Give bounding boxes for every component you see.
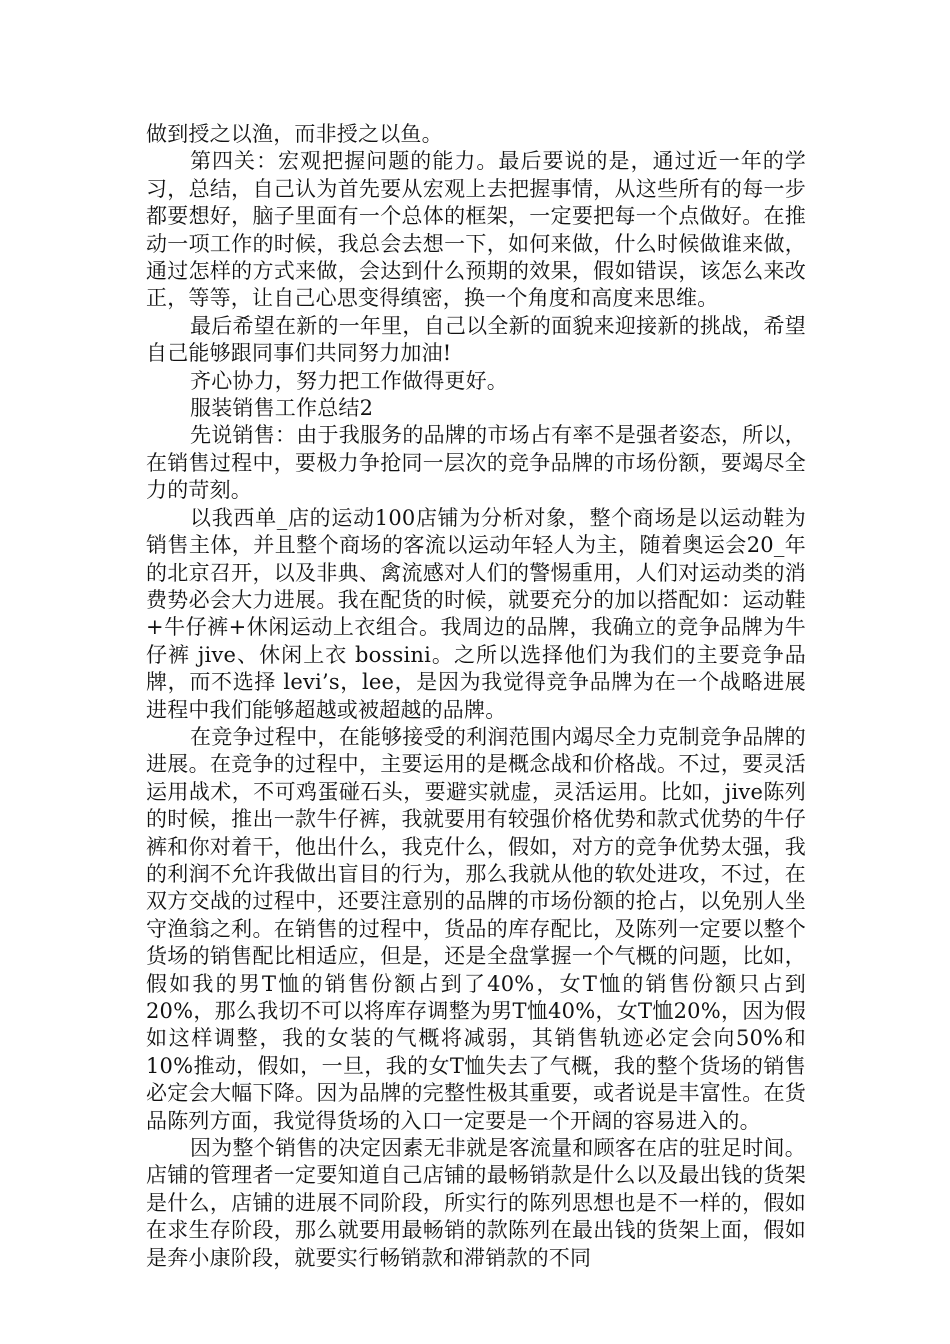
- document-page: [146, 121, 806, 1272]
- paragraph-competition: 在竞争过程中，在能够接受的利润范围内竭尽全力克制竞争品牌的进展。在竞争的过程中，主要运用的是概念战和价格战。不过，要灵活运用战术，不可鸡蛋碰石头，要避实就虚，灵活运用。比如，jive陈列的时候，推出一款牛仔裤，我就要用有较强价格优势和款式优势的牛仔裤和你对着干，他出什么，我克什么，假如，对方的竞争优势太强，我的利润不允许我做出盲目的行为，那么我就从他的软处进攻，不过，在双方交战的过程中，还要注意别的品牌的市场份额的抢占，以免别人坐守渔翁之利。在销售的过程中，货品的库存配比，及陈列一定要以整个货场的销售配比相适应，但是，还是全盘掌握一个气概的问题，比如，假如我的男T恤的销售份额占到了40%，女T恤的销售份额只占到20%，那么我切不可以将库存调整为男T恤40%，女T恤20%，因为假如这样调整，我的女装的气概将减弱，其销售轨迹必定会向50%和10%推动，假如，一旦，我的女T恤失去了气概，我的整个货场的销售必定会大幅下降。因为品牌的完整性极其重要，或者说是丰富性。在货品陈列方面，我觉得货场的入口一定要是一个开阔的容易进入的。: [146, 724, 806, 1133]
- paragraph-intro-end: 做到授之以渔，而非授之以鱼。: [146, 122, 443, 146]
- paragraph-store-management: 因为整个销售的决定因素无非就是客流量和顾客在店的驻足时间。店铺的管理者一定要知道自己店铺的最畅销款是什么以及最出钱的货架是什么，店铺的进展不同阶段，所实行的陈列思想也是不一样的，假如在求生存阶段，那么就要用最畅销的款陈列在最出钱的货架上面，假如是奔小康阶段，就要实行畅销款和滞销款的不同: [146, 1136, 806, 1270]
- paragraph-store-analysis: 以我西单_店的运动100店铺为分析对象，整个商场是以运动鞋为销售主体，并且整个商场的客流以运动年轻人为主，随着奥运会20_年的北京召开，以及非典、禽流感对人们的警惕重用，人们对运动类的消费势必会大力进展。我在配货的时候，就要充分的加以搭配如：运动鞋+牛仔裤+休闲运动上衣组合。我周边的品牌，我确立的竞争品牌为牛仔裤 jive、休闲上衣 bossini。之所以选择他们为我们的主要竞争品牌，而不选择 levi’s，lee，是因为我觉得竞争品牌为在一个战略进展进程中我们能够超越或被超越的品牌。: [146, 505, 806, 722]
- section-heading: 服装销售工作总结2: [190, 396, 374, 421]
- paragraph-hope: 最后希望在新的一年里，自己以全新的面貌来迎接新的挑战，希望自己能够跟同事们共同努力加油!: [146, 313, 806, 366]
- paragraph-fourth-level: 第四关：宏观把握问题的能力。最后要说的是，通过近一年的学习，总结，自己认为首先要从宏观上去把握事情，从这些所有的每一步都要想好，脑子里面有一个总体的框架，一定要把每一个点做好。在推动一项工作的时候，我总会去想一下，如何来做，什么时候做谁来做，通过怎样的方式来做，会达到什么预期的效果，假如错误，该怎么来改正，等等，让自己心思变得缜密，换一个角度和高度来思维。: [146, 149, 806, 311]
- paragraph-sales-intro: 先说销售：由于我服务的品牌的市场占有率不是强者姿态，所以，在销售过程中，要极力争抢同一层次的竞争品牌的市场份额，要竭尽全力的苛刻。: [146, 423, 806, 503]
- paragraph-teamwork: 齐心协力，努力把工作做得更好。: [190, 368, 508, 393]
